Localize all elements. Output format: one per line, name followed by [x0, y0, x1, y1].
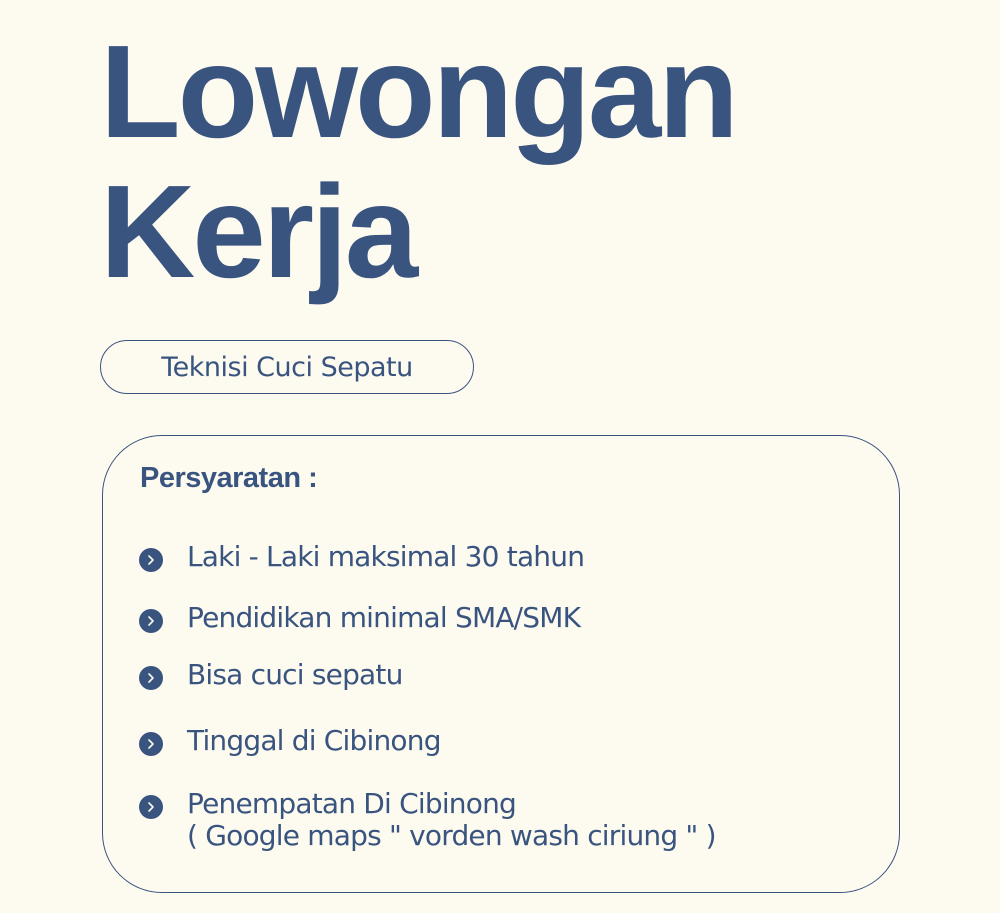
- requirement-item: [139, 602, 580, 634]
- headline-line-1: Lowongan: [100, 18, 736, 165]
- requirement-text: Penempatan Di Cibinong ( Google maps " vorden wash ciriung " ): [187, 787, 716, 852]
- requirements-title: Persyaratan :: [140, 462, 318, 494]
- requirement-item: [139, 725, 441, 757]
- requirement-item: [139, 788, 716, 852]
- requirement-text: Pendidikan minimal SMA/SMK: [187, 601, 581, 634]
- requirement-item: [139, 541, 584, 573]
- job-position-badge: [100, 340, 474, 394]
- requirement-text: Laki - Laki maksimal 30 tahun: [187, 540, 585, 573]
- requirements-card: [102, 435, 900, 893]
- chevron-right-icon: [139, 666, 163, 690]
- chevron-right-icon: [139, 795, 163, 819]
- requirement-item: [139, 659, 403, 691]
- requirement-text: Tinggal di Cibinong: [187, 724, 441, 757]
- requirement-text: Bisa cuci sepatu: [187, 658, 403, 691]
- headline-line-2: Kerja: [100, 158, 416, 305]
- job-position-label: Teknisi Cuci Sepatu: [161, 351, 413, 383]
- requirement-subtext: ( Google maps " vorden wash ciriung " ): [187, 819, 716, 852]
- chevron-right-icon: [139, 548, 163, 572]
- chevron-right-icon: [139, 609, 163, 633]
- headline: [100, 18, 736, 305]
- chevron-right-icon: [139, 732, 163, 756]
